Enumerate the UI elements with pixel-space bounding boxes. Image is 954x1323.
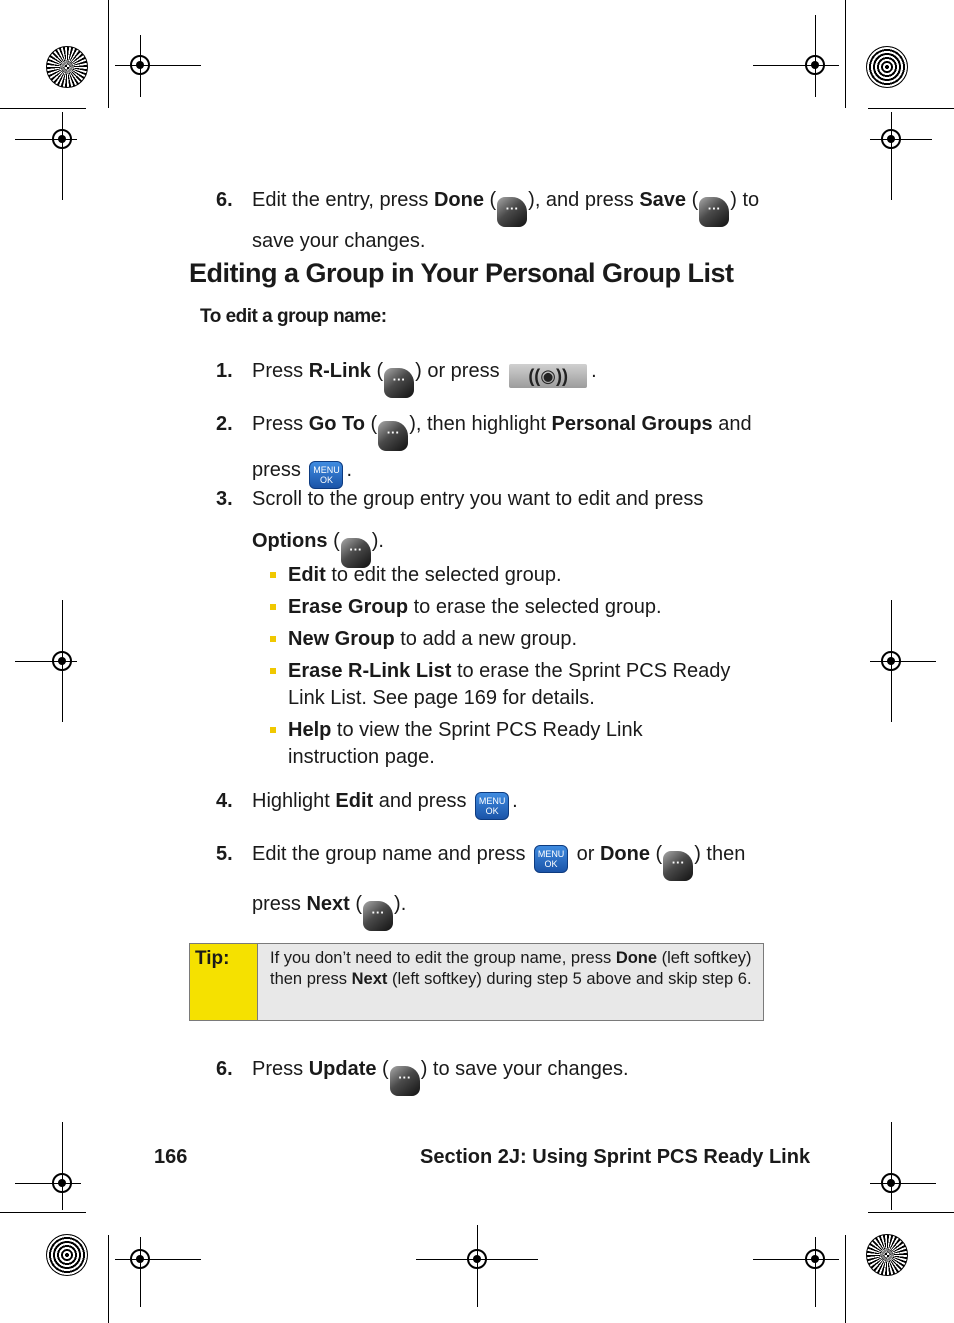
tip-text: If you don’t need to edit the group name, press Done (left softkey) then press Next (left softkey) during step 5 above and skip step 6. — [270, 949, 752, 988]
step-text: Press R-Link ( ··· ) or press ((◉)) . — [252, 357, 772, 398]
procedure-subheading: To edit a group name: — [200, 306, 387, 327]
bullet-square-icon — [270, 636, 276, 642]
page-number: 166 — [154, 1146, 188, 1168]
menu-ok-key-icon: MENU OK — [475, 792, 509, 820]
registration-star-icon — [46, 1234, 88, 1276]
left-softkey-icon: ··· — [378, 421, 408, 451]
step-text: Highlight Edit and press MENU OK . — [252, 787, 772, 820]
bullet-square-icon — [270, 604, 276, 610]
step-text: Edit the group name and press MENU OK or Done ( ··· ) then press Next ( ··· ). — [252, 831, 772, 931]
step-text: Scroll to the group entry you want to edit and press Options ( ··· ). — [252, 478, 772, 568]
section-footer: Section 2J: Using Sprint PCS Ready Link — [420, 1146, 811, 1168]
bullet-square-icon — [270, 572, 276, 578]
step-text: Press Update ( ··· ) to save your changes. — [252, 1055, 772, 1096]
step-number: 5. — [216, 843, 233, 865]
step-number: 6. — [216, 189, 233, 211]
left-softkey-icon: ··· — [363, 901, 393, 931]
left-softkey-icon: ··· — [663, 851, 693, 881]
tip-label: Tip: — [190, 944, 258, 1020]
menu-ok-key-icon: MENU OK — [309, 461, 343, 489]
step-number: 6. — [216, 1058, 233, 1080]
registration-star-icon — [46, 46, 88, 88]
ready-link-talk-key-icon: ((◉)) — [509, 364, 587, 388]
section-heading: Editing a Group in Your Personal Group List — [189, 258, 734, 288]
step-number: 3. — [216, 488, 233, 510]
left-softkey-icon: ··· — [497, 197, 527, 227]
right-softkey-icon: ··· — [384, 368, 414, 398]
step-text: Press Go To ( ··· ), then highlight Personal Groups and press MENU OK . — [252, 405, 772, 489]
right-softkey-icon: ··· — [341, 538, 371, 568]
tip-box — [189, 943, 764, 1021]
registration-star-icon — [866, 1234, 908, 1276]
step-number: 1. — [216, 360, 233, 382]
registration-star-icon — [866, 46, 908, 88]
menu-ok-key-icon: MENU OK — [534, 845, 568, 873]
bullet-square-icon — [270, 668, 276, 674]
step-number: 2. — [216, 413, 233, 435]
step-number: 4. — [216, 790, 233, 812]
right-softkey-icon: ··· — [699, 197, 729, 227]
step-text: Edit the entry, press Done ( ··· ), and press Save ( ··· ) to save your changes. — [252, 189, 760, 252]
bullet-square-icon — [270, 727, 276, 733]
left-softkey-icon: ··· — [390, 1066, 420, 1096]
